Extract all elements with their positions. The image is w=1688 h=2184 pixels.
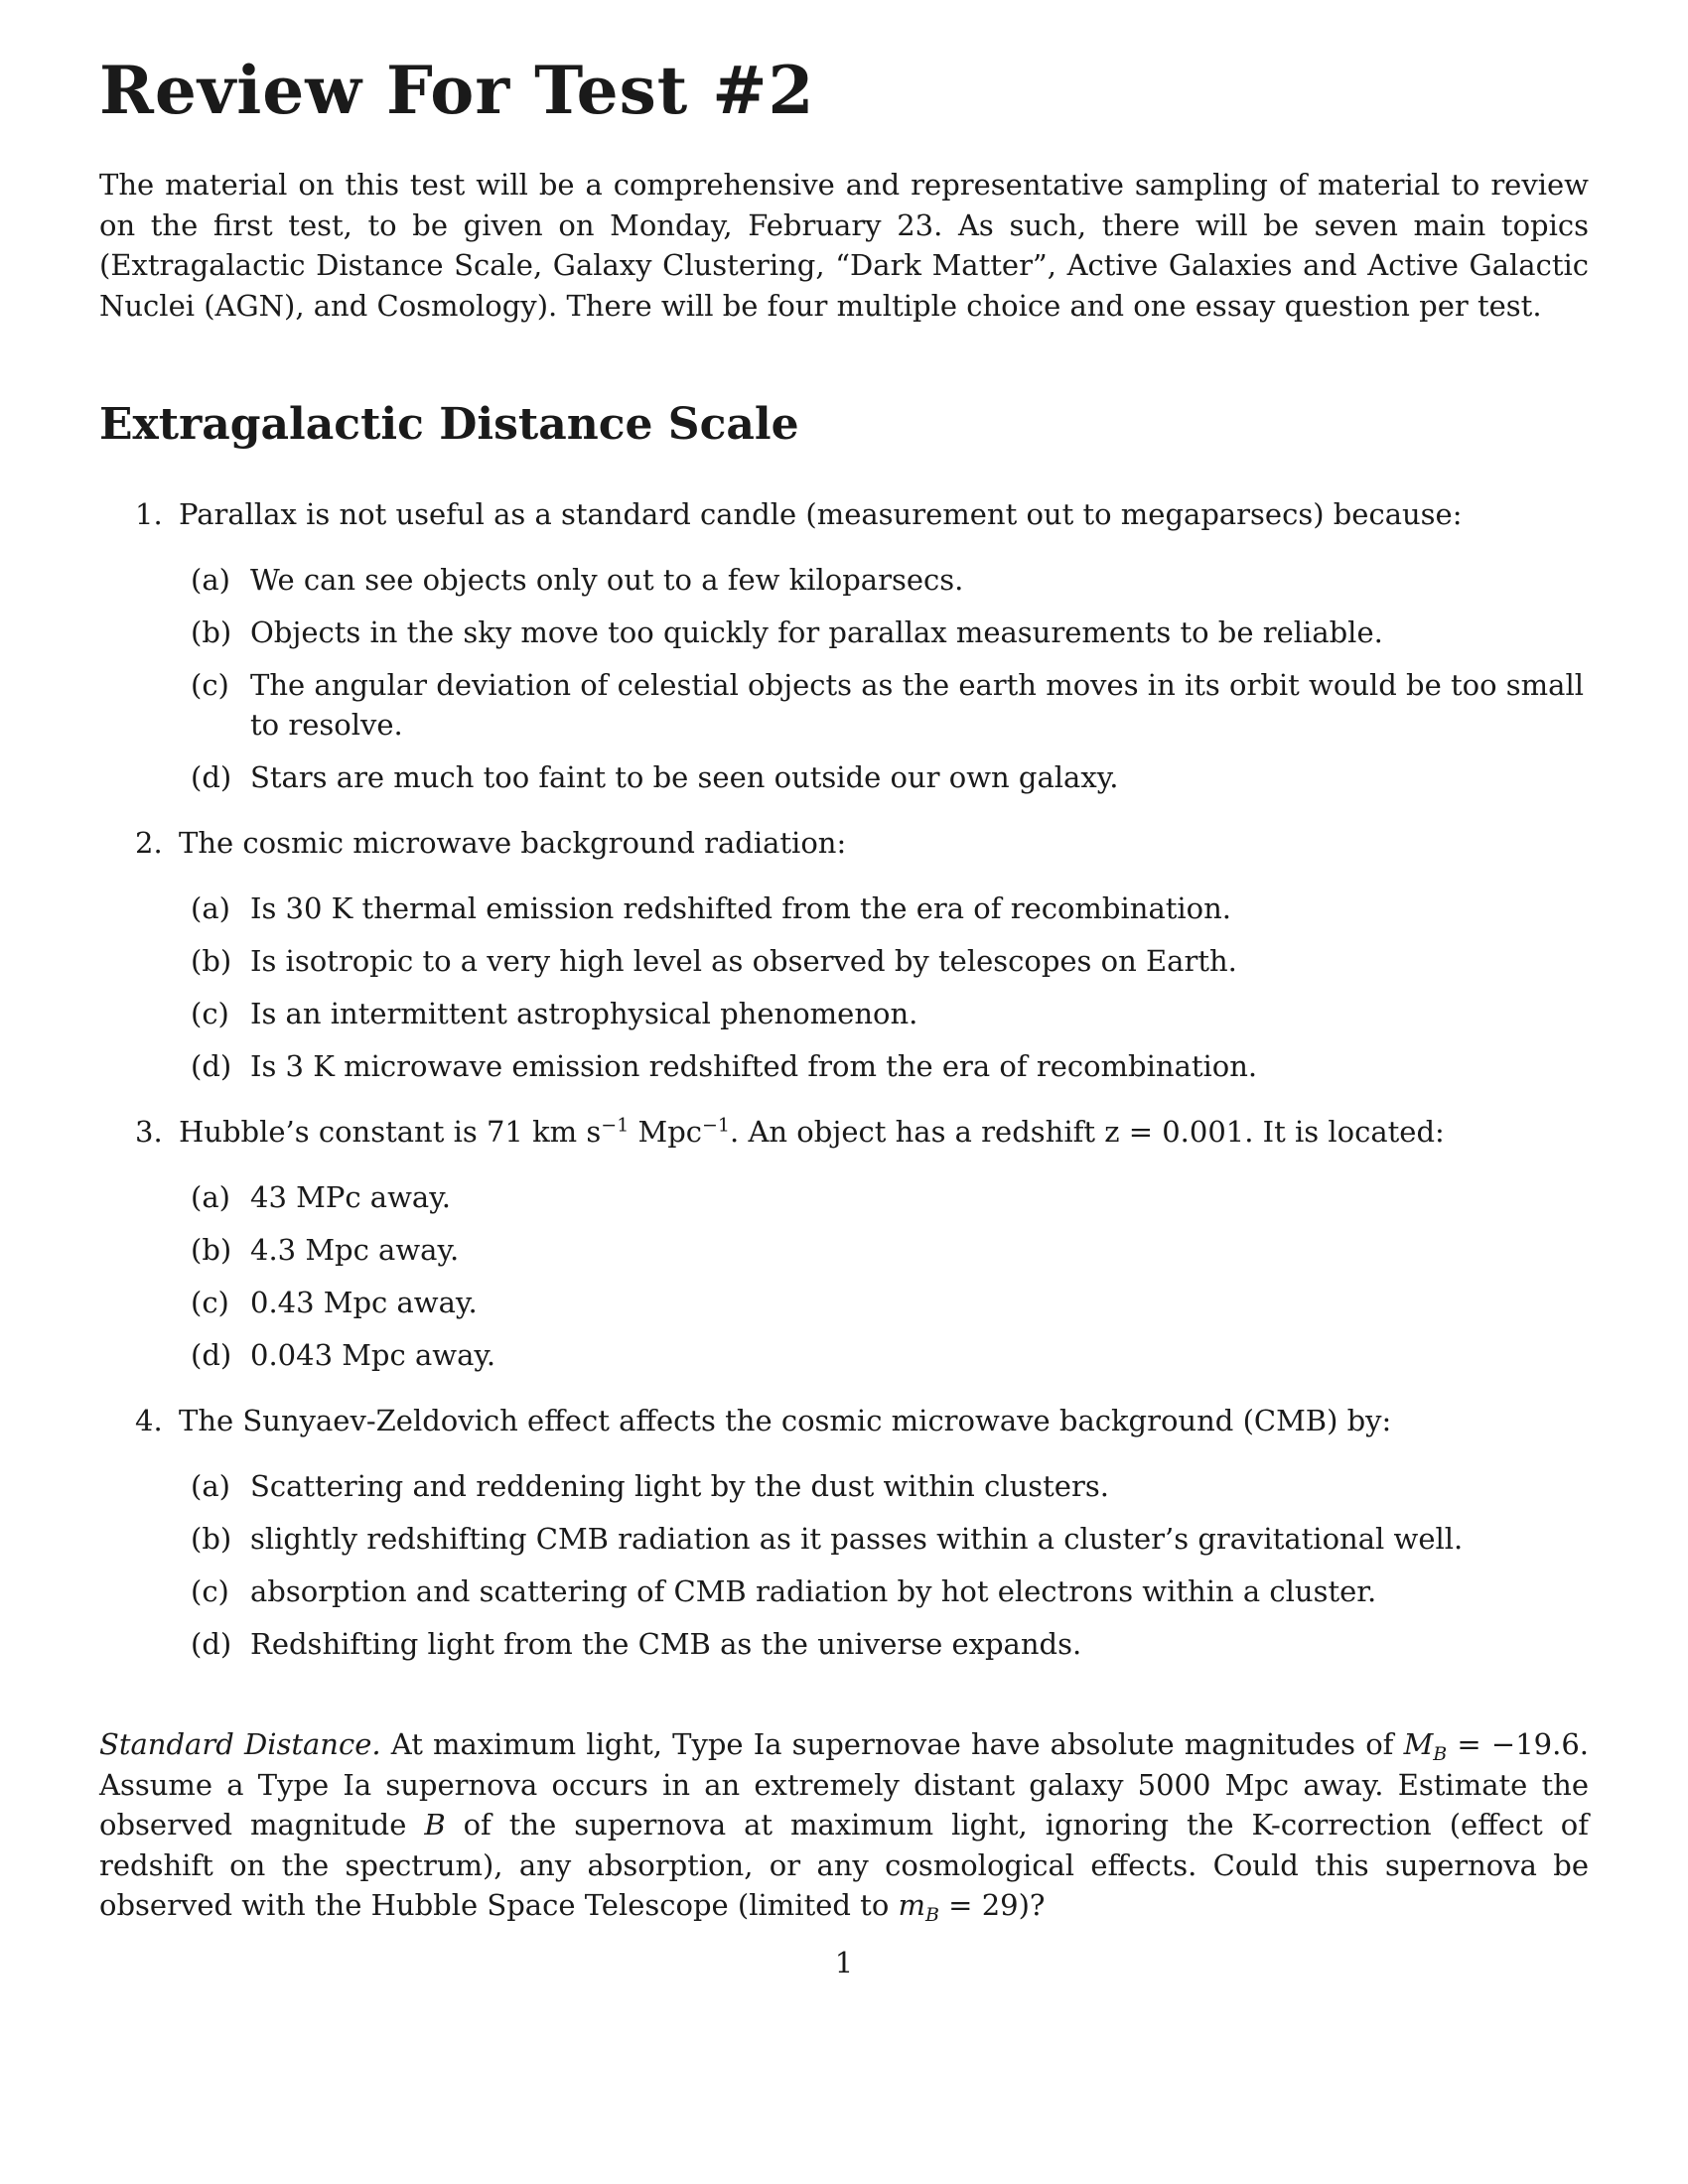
math-expression: = −19.6.: [1447, 1727, 1589, 1761]
problem-label: Standard Distance.: [99, 1727, 381, 1761]
exponent: −1: [601, 1114, 630, 1137]
choice-item: [99, 560, 1589, 600]
choice-text: Objects in the sky move too quickly for parallax measurements to be reliable.: [250, 615, 1383, 649]
choice-item: [99, 1571, 1589, 1611]
essay-problem: [99, 1724, 1589, 1926]
choice-letter: (b): [191, 615, 232, 649]
question-number: 3.: [135, 1115, 163, 1149]
math-variable: M: [1403, 1727, 1434, 1761]
question-text-part: Mpc: [629, 1115, 703, 1149]
choice-text: 4.3 Mpc away.: [250, 1233, 460, 1267]
choice-item: [99, 757, 1589, 797]
question-number: 4.: [135, 1404, 163, 1437]
question-text: The Sunyaev-Zeldovich effect affects the cosmic microwave background (CMB) by:: [179, 1404, 1392, 1437]
choice-letter: (a): [191, 1180, 230, 1214]
problem-text: Assume a Type Ia supernova occurs in an extremely distant galaxy 5000 Mpc away. Estimate the observed magnitude: [99, 1767, 1589, 1842]
choice-text: Is 3 K microwave emission redshifted from the era of recombination.: [250, 1049, 1258, 1083]
choice-item: [99, 1177, 1589, 1217]
choice-list: [99, 1466, 1589, 1664]
choice-text: slightly redshifting CMB radiation as it passes within a cluster’s gravitational well.: [250, 1522, 1464, 1556]
question-1: [99, 494, 1589, 797]
choice-item: [99, 994, 1589, 1033]
choice-letter: (c): [191, 1286, 229, 1319]
choice-item: [99, 613, 1589, 652]
section-title: Extragalactic Distance Scale: [99, 399, 799, 450]
choice-item: [99, 1466, 1589, 1506]
choice-text: Scattering and reddening light by the dust within clusters.: [250, 1469, 1109, 1503]
choice-text: Is 30 K thermal emission redshifted from the era of recombination.: [250, 891, 1232, 925]
choice-letter: (b): [191, 1522, 232, 1556]
choice-letter: (d): [191, 1627, 232, 1661]
choice-text: 0.43 Mpc away.: [250, 1286, 478, 1319]
question-3: [99, 1112, 1589, 1375]
choice-text: We can see objects only out to a few kiloparsecs.: [250, 563, 964, 597]
choice-item: [99, 1046, 1589, 1086]
choice-letter: (a): [191, 1469, 230, 1503]
question-4: [99, 1401, 1589, 1664]
question-number: 1.: [135, 497, 163, 531]
math-variable: m: [898, 1888, 925, 1922]
choice-item: [99, 1519, 1589, 1559]
problem-text: of the supernova at maximum light, ignoring the K-correction (effect of redshift on the spectrum), any absorption, or any cosmological effects. Could this supernova be observed with the Hubble Space Telescope (limited to: [99, 1808, 1589, 1922]
choice-list: [99, 560, 1589, 797]
choice-letter: (a): [191, 563, 230, 597]
choice-item: [99, 1230, 1589, 1270]
choice-text: Is an intermittent astrophysical phenomenon.: [250, 997, 918, 1030]
question-number: 2.: [135, 826, 163, 860]
choice-list: [99, 888, 1589, 1086]
choice-item: [99, 1283, 1589, 1322]
choice-list: [99, 1177, 1589, 1375]
intro-paragraph: The material on this test will be a comprehensive and representative sampling of material to review on the first test, to be given on Monday, February 23. As such, there will be seven main topics (Extragalactic Distance Scale, Galaxy Clustering, “Dark Matter”, Active Galaxies and Active Galactic Nuclei (AGN), and Cosmology). There will be four multiple choice and one essay question per test.: [99, 168, 1589, 323]
choice-text: 0.043 Mpc away.: [250, 1338, 496, 1372]
choice-letter: (b): [191, 1233, 232, 1267]
choice-text: Stars are much too faint to be seen outside our own galaxy.: [250, 760, 1119, 794]
question-text: Parallax is not useful as a standard candle (measurement out to megaparsecs) because:: [179, 497, 1463, 531]
page-number: 1: [834, 1946, 854, 1979]
choice-letter: (b): [191, 944, 232, 978]
choice-letter: (c): [191, 997, 229, 1030]
question-2: [99, 823, 1589, 1086]
page-title: Review For Test #2: [99, 52, 815, 129]
choice-letter: (a): [191, 891, 230, 925]
question-text-part: . An object has a redshift z = 0.001. It is located:: [730, 1115, 1445, 1149]
math-subscript: B: [925, 1904, 939, 1926]
math-expression: = 29)?: [938, 1888, 1046, 1922]
exponent: −1: [702, 1114, 731, 1137]
choice-item: [99, 888, 1589, 928]
choice-letter: (c): [191, 668, 229, 702]
question-text-part: Hubble’s constant is 71 km s: [179, 1115, 602, 1149]
math-variable: B: [424, 1808, 446, 1842]
choice-text: The angular deviation of celestial objects as the earth moves in its orbit would be too small to resolve.: [250, 668, 1585, 742]
math-subscript: B: [1433, 1743, 1448, 1765]
choice-text: Redshifting light from the CMB as the universe expands.: [250, 1627, 1082, 1661]
question-text: [179, 1112, 1589, 1152]
choice-letter: (d): [191, 1338, 232, 1372]
choice-text: absorption and scattering of CMB radiation by hot electrons within a cluster.: [250, 1574, 1377, 1608]
choice-letter: (c): [191, 1574, 229, 1608]
problem-text: At maximum light, Type Ia supernovae have absolute magnitudes of: [380, 1727, 1404, 1761]
choice-text: Is isotropic to a very high level as observed by telescopes on Earth.: [250, 944, 1237, 978]
choice-item: [99, 1624, 1589, 1664]
choice-item: [99, 941, 1589, 981]
question-text: The cosmic microwave background radiation:: [179, 826, 847, 860]
question-list: [99, 494, 1589, 1690]
choice-text: 43 MPc away.: [250, 1180, 451, 1214]
choice-item: [99, 1335, 1589, 1375]
choice-item: [99, 665, 1589, 745]
choice-letter: (d): [191, 760, 232, 794]
choice-letter: (d): [191, 1049, 232, 1083]
